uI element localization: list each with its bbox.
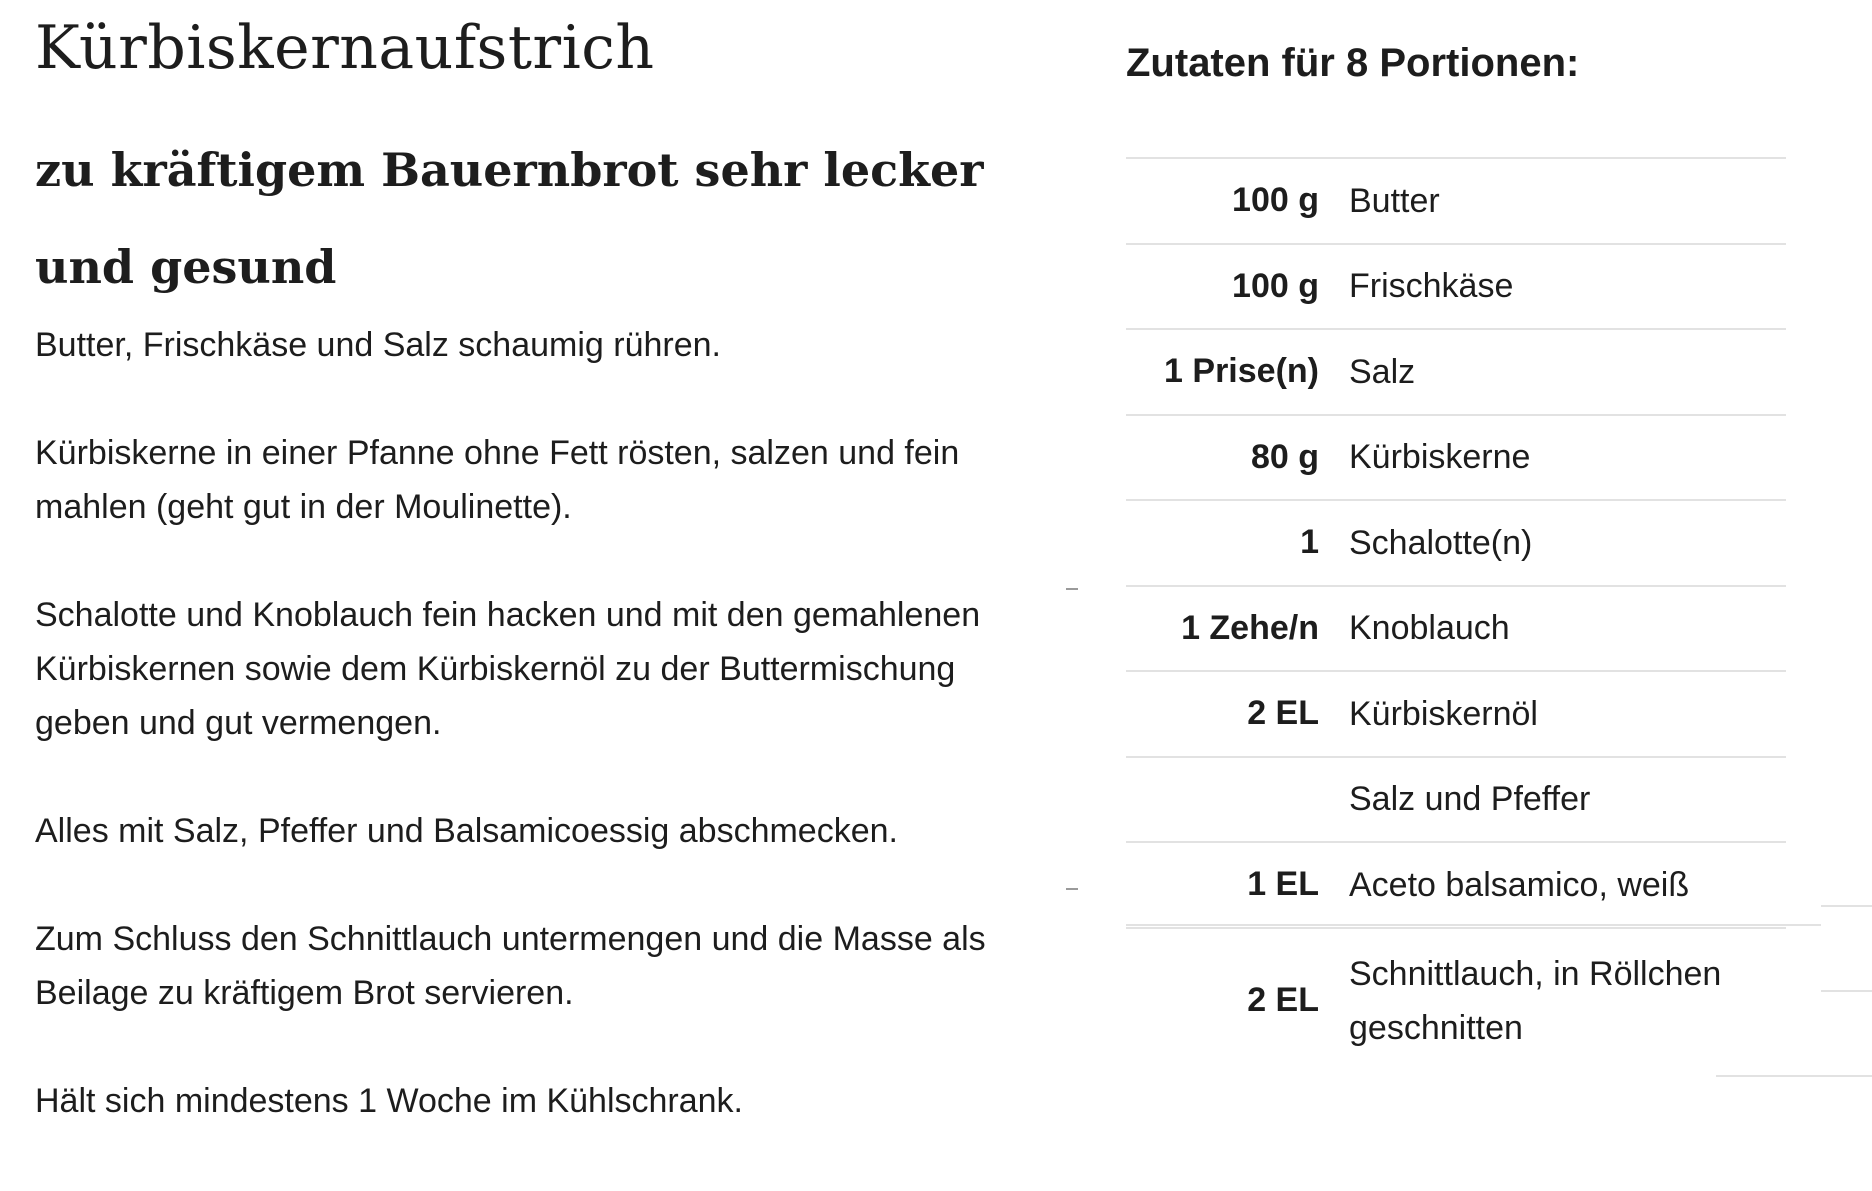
recipe-instructions (35, 0, 1055, 1182)
ingredient-name: Knoblauch (1349, 609, 1510, 648)
divider-tick (1066, 588, 1078, 590)
table-edge-line (1126, 924, 1821, 926)
step-2: Kürbiskerne in einer Pfanne ohne Fett rösten, salzen und fein mahlen (geht gut in der Moulinette). (35, 434, 960, 526)
ingredient-name: Kürbiskerne (1349, 438, 1531, 477)
ingredient-amount: 80 g (1250, 437, 1319, 476)
ingredient-row (1126, 843, 1786, 929)
ingredient-name: Aceto balsamico, weiß (1349, 865, 1690, 904)
step-5: Zum Schluss den Schnittlauch untermengen und die Masse als Beilage zu kräftigem Brot servieren. (35, 920, 986, 1012)
ingredient-row (1126, 587, 1786, 673)
ingredient-row (1126, 416, 1786, 502)
ingredients-heading: Zutaten für 8 Portionen: (1126, 41, 1580, 85)
ingredient-amount: 100 g (1232, 181, 1319, 220)
ingredient-row (1126, 929, 1786, 1073)
ingredient-row (1126, 330, 1786, 416)
ingredient-name: Schnittlauch, in Röllchen geschnitten (1349, 954, 1722, 1047)
ingredient-row (1126, 758, 1786, 844)
ingredients-table (1126, 157, 1786, 1073)
ingredient-amount: 100 g (1232, 266, 1319, 305)
step-4: Alles mit Salz, Pfeffer und Balsamicoessig abschmecken. (35, 812, 898, 850)
table-edge-line (1821, 990, 1872, 992)
ingredient-amount: 1 EL (1247, 865, 1319, 904)
ingredient-amount: 2 EL (1247, 694, 1319, 733)
ingredient-row (1126, 245, 1786, 331)
ingredient-amount: 2 EL (1247, 981, 1319, 1019)
ingredient-row (1126, 159, 1786, 245)
preparation-steps (35, 318, 1055, 1128)
ingredient-name: Butter (1349, 181, 1440, 220)
step-3: Schalotte und Knoblauch fein hacken und mit den gemahlenen Kürbiskernen sowie dem Kürbiskernöl zu der Buttermischung geben und gut vermengen. (35, 596, 981, 742)
ingredient-name: Kürbiskernöl (1349, 694, 1538, 733)
ingredients-panel (1126, 0, 1786, 1047)
ingredient-row (1126, 672, 1786, 758)
ingredient-name: Frischkäse (1349, 267, 1514, 306)
recipe-subtitle: zu kräftigem Bauernbrot sehr lecker und gesund (35, 143, 984, 294)
ingredient-amount: 1 Zehe/n (1181, 608, 1319, 647)
divider-tick (1066, 888, 1078, 890)
step-1: Butter, Frischkäse und Salz schaumig rühren. (35, 326, 721, 364)
ingredient-amount: 1 (1300, 523, 1319, 562)
step-6: Hält sich mindestens 1 Woche im Kühlschrank. (35, 1082, 744, 1120)
recipe-title: Kürbiskernaufstrich (35, 13, 655, 83)
ingredient-amount: 1 Prise(n) (1164, 352, 1319, 391)
table-edge-line (1821, 905, 1872, 907)
ingredient-name: Schalotte(n) (1349, 523, 1533, 562)
ingredient-name: Salz und Pfeffer (1349, 780, 1591, 819)
ingredient-name: Salz (1349, 352, 1416, 391)
table-edge-line (1716, 1075, 1872, 1077)
ingredient-row (1126, 501, 1786, 587)
